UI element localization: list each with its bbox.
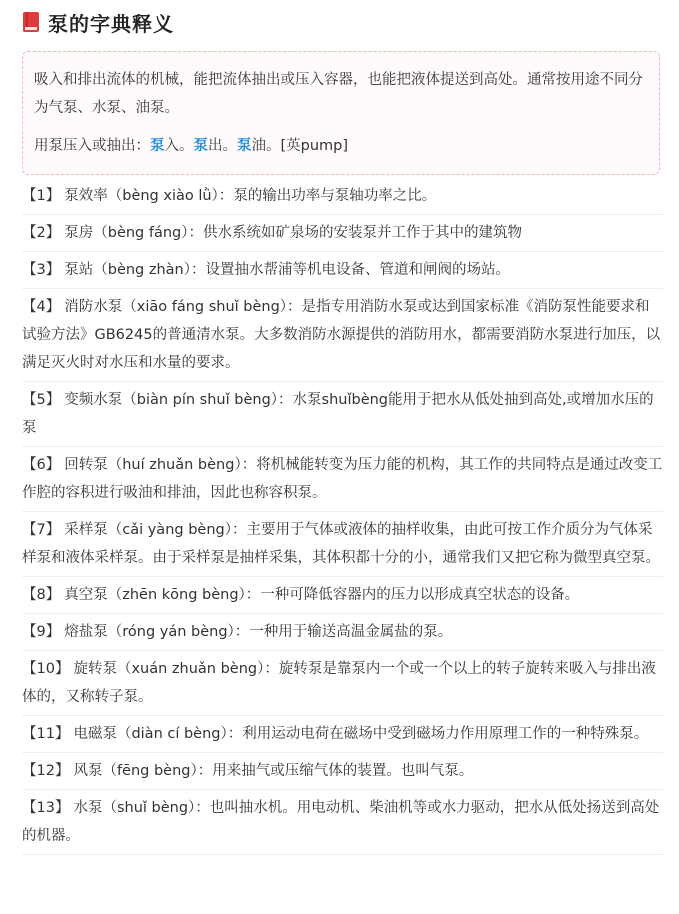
entry-number: 【2】 [22,225,61,241]
entry-desc: 水泵shuǐbèng能用于把水从低处抽到高处,或增加水压的泵 [22,392,654,436]
entry-term: 旋转泵 [73,661,117,677]
page-title: 泵的字典释义 [48,11,174,36]
list-item [22,790,663,855]
entry-pinyin: （huí zhuǎn bèng）： [107,457,257,473]
entry-desc: 主要用于气体或液体的抽样收集，由此可按工作介质分为气体采样泵和液体采样泵。由于采样泵是抽样采集，其体积都十分的小，通常我们又把它称为微型真空泵。 [22,522,660,566]
entry-pinyin: （zhēn kōng bèng）： [107,587,261,603]
entry-pinyin: （bèng fáng）： [93,225,203,241]
list-item [22,252,663,289]
entry-pinyin: （bèng xiào lǜ）： [107,188,234,204]
definition-box [22,51,660,175]
entry-term: 泵效率 [64,188,108,204]
example-prefix: 用泵压入或抽出： [34,138,150,154]
entry-number: 【1】 [22,188,61,204]
list-item [22,512,663,577]
list-item [22,447,663,512]
list-item [22,651,663,716]
entry-number: 【10】 [22,661,70,677]
entry-desc: 泵的输出功率与泵轴功率之比。 [233,188,437,204]
definition-text: 吸入和排出流体的机械，能把流体抽出或压入容器，也能把液体提送到高处。通常按用途不同分为气泵、水泵、油泵。 [34,72,643,116]
entry-term: 消防水泵 [64,299,123,315]
entry-term: 风泵 [73,763,103,779]
entry-term: 泵站 [64,262,94,278]
example-rest: 油。 [251,138,281,154]
example-highlight: 泵 [193,138,208,154]
entry-pinyin: （shuǐ bèng）： [102,800,210,816]
entry-pinyin: （diàn cí bèng）： [116,726,243,742]
example-rest: 入。 [164,138,194,154]
list-item [22,289,663,382]
entry-pinyin: （bèng zhàn）： [93,262,206,278]
entry-term: 采样泵 [64,522,108,538]
entry-pinyin: （fēng bèng）： [102,763,213,779]
list-item [22,753,663,790]
entry-desc: 利用运动电荷在磁场中受到磁场力作用原理工作的一种特殊泵。 [242,726,649,742]
book-icon [22,11,40,33]
entry-desc: 一种用于输送高温金属盐的泵。 [249,624,453,640]
entry-term: 熔盐泵 [64,624,108,640]
entry-number: 【12】 [22,763,70,779]
entry-number: 【8】 [22,587,61,603]
list-item [22,614,663,651]
entry-term: 电磁泵 [73,726,117,742]
entry-number: 【13】 [22,800,70,816]
entry-term: 泵房 [64,225,94,241]
list-item [22,178,663,215]
example-suffix: [英pump] [280,138,349,154]
entry-term: 变频水泵 [64,392,123,408]
entry-list [22,178,663,855]
entry-desc: 一种可降低容器内的压力以形成真空状态的设备。 [260,587,580,603]
entry-term: 水泵 [73,800,103,816]
list-item [22,716,663,753]
entry-number: 【3】 [22,262,61,278]
entry-desc: 是指专用消防水泵或达到国家标准《消防泵性能要求和试验方法》GB6245的普通清水泵。大多数消防水源提供的消防用水，都需要消防水泵进行加压，以满足灭火时对水压和水量的要求。 [22,299,661,371]
entry-pinyin: （biàn pín shuǐ bèng）： [122,392,293,408]
definition-example [34,132,649,160]
entry-term: 真空泵 [64,587,108,603]
example-highlight: 泵 [237,138,252,154]
example-rest: 出。 [208,138,237,154]
entry-desc: 供水系统如矿泉场的安装泵并工作于其中的建筑物 [203,225,522,241]
entry-pinyin: （xuán zhuǎn bèng）： [116,661,279,677]
entry-desc: 也叫抽水机。用电动机、柴油机等或水力驱动，把水从低处扬送到高处的机器。 [22,800,660,844]
entry-pinyin: （róng yán bèng）： [107,624,250,640]
entry-desc: 用来抽气或压缩气体的装置。也叫气泵。 [212,763,474,779]
entry-desc: 旋转泵是靠泵内一个或一个以上的转子旋转来吸入与排出液体的，又称转子泵。 [22,661,656,705]
list-item [22,577,663,614]
section-header [22,6,174,38]
entry-desc: 设置抽水帮浦等机电设备、管道和闸阀的场站。 [205,262,510,278]
entry-number: 【11】 [22,726,70,742]
entry-pinyin: （cǎi yàng bèng）： [107,522,247,538]
entry-number: 【5】 [22,392,61,408]
entry-term: 回转泵 [64,457,108,473]
list-item [22,382,663,447]
entry-desc: 将机械能转变为压力能的机构，其工作的共同特点是通过改变工作腔的容积进行吸油和排油，因此也称容积泵。 [22,457,663,501]
entry-number: 【9】 [22,624,61,640]
list-item [22,215,663,252]
entry-pinyin: （xiāo fáng shuǐ bèng）： [122,299,302,315]
entry-number: 【7】 [22,522,61,538]
entry-number: 【4】 [22,299,61,315]
entry-number: 【6】 [22,457,61,473]
example-highlight: 泵 [150,138,165,154]
